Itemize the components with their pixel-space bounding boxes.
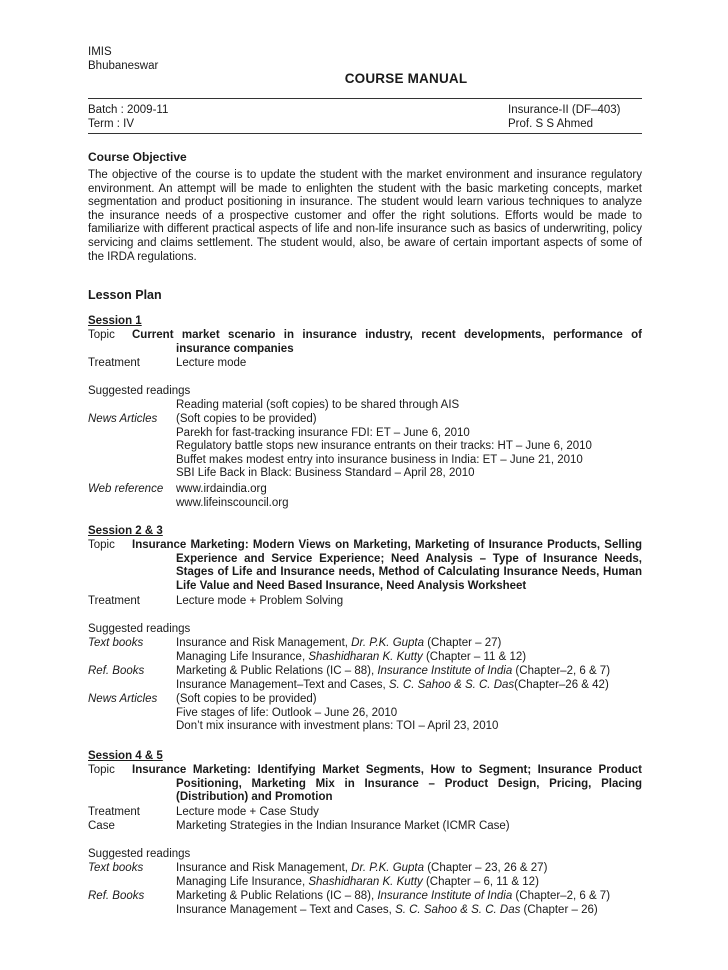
- ref-books-label: Ref. Books: [88, 665, 145, 677]
- session-1-web-list: [176, 483, 642, 510]
- text-books-label: Text books: [88, 862, 144, 874]
- list-item: Insurance Management–Text and Cases, S. C. Sahoo & S. C. Das(Chapter–26 & 42): [176, 678, 609, 691]
- case-label: Case: [88, 820, 115, 832]
- web-link[interactable]: www.lifeinscouncil.org: [176, 496, 289, 509]
- suggested-readings-label: Suggested readings: [88, 623, 191, 635]
- session-4-5-case: Marketing Strategies in the Indian Insurance Market (ICMR Case): [176, 820, 510, 832]
- session-1-topic: [132, 329, 642, 356]
- news-articles-label: News Articles: [88, 693, 158, 705]
- session-1-news-list: [176, 413, 642, 481]
- list-item: (Soft copies to be provided): [176, 413, 317, 425]
- list-item: Marketing & Public Relations (IC – 88), Insurance Institute of India (Chapter–2, 6 & 7): [176, 665, 611, 677]
- session-1-title: Session 1: [88, 315, 142, 327]
- institute-block: [88, 46, 158, 73]
- session-2-3-treatment: Lecture mode + Problem Solving: [176, 595, 344, 607]
- professor-name: Prof. S S Ahmed: [508, 117, 594, 130]
- session-4-5-treatment: Lecture mode + Case Study: [176, 806, 319, 818]
- list-item: Marketing & Public Relations (IC – 88), Insurance Institute of India (Chapter–2, 6 & 7): [176, 890, 611, 902]
- suggested-readings-label: Suggested readings: [88, 385, 191, 397]
- session-2-3-news-list: [176, 693, 642, 734]
- list-item: Don’t mix insurance with investment plans: TOI – April 23, 2010: [176, 720, 499, 733]
- news-articles-label: News Articles: [88, 413, 158, 425]
- list-item: Parekh for fast-tracking insurance FDI: ET – June 6, 2010: [176, 426, 470, 439]
- objective-heading: Course Objective: [88, 150, 187, 164]
- session-4-5-ref-books: [176, 890, 642, 917]
- session-1-treatment: Lecture mode: [176, 357, 247, 369]
- page-title: COURSE MANUAL: [344, 71, 468, 86]
- header-rule-top: [88, 98, 642, 99]
- list-item: Managing Life Insurance, Shashidharan K. Kutty (Chapter – 6, 11 & 12): [176, 875, 539, 888]
- list-item: Regulatory battle stops new insurance entrants on their tracks: HT – June 6, 2010: [176, 440, 592, 453]
- institute-city: Bhubaneswar: [88, 59, 159, 72]
- session-4-5-topic-text: Insurance Marketing: Identifying Market Segments, How to Segment; Insurance Product Positioning, Marketing Mix in Insurance – Product Design, Pricing, Placing (Distribution) and Promotion: [132, 764, 642, 804]
- header-rule-bottom: [88, 133, 642, 134]
- course-code: Insurance-II (DF–403): [508, 104, 621, 116]
- treatment-label: Treatment: [88, 595, 140, 607]
- lesson-plan-heading: Lesson Plan: [88, 288, 162, 302]
- objective-text: The objective of the course is to update the student with the market environment and insurance regulatory environment. An attempt will be made to enlighten the student with the basic marketing concepts, market segmentation and product positioning in insurance. The student would learn various techniques to analyze the insurance needs of a prospective customer and offer the right solutions. Efforts would be made to familiarize with different practical aspects of life and non-life insurance such as basics of underwriting, policy servicing and claims settlement. The student would, also, be aware of certain important aspects of some of the IRDA regulations.: [88, 169, 642, 263]
- session-2-3-ref-books: [176, 665, 642, 692]
- batch-text: Batch : 2009-11: [88, 104, 169, 116]
- session-2-3-topic: [132, 539, 642, 593]
- text-books-label: Text books: [88, 637, 144, 649]
- session-1-topic-text: Current market scenario in insurance industry, recent developments, performance of insurance companies: [132, 329, 642, 355]
- session-2-3-topic-text: Insurance Marketing: Modern Views on Marketing, Marketing of Insurance Products, Selling Experience and Service Experience; Need Analysis – Type of Insurance Needs, Stages of Life and Insurance needs, Method of Calculating Insurance Needs, Human Life Value and Need Based Insurance, Need Analysis Worksheet: [132, 539, 642, 592]
- session-4-5-title: Session 4 & 5: [88, 750, 163, 762]
- suggested-readings-label: Suggested readings: [88, 848, 191, 860]
- session-2-3-text-books: [176, 637, 642, 664]
- objective-section: [88, 150, 642, 264]
- topic-label: Topic: [88, 539, 115, 551]
- list-item: Buffet makes modest entry into insurance business in India: ET – June 21, 2010: [176, 453, 583, 466]
- list-item: Insurance and Risk Management, Dr. P.K. Gupta (Chapter – 27): [176, 637, 502, 649]
- list-item: Five stages of life: Outlook – June 26, 2010: [176, 706, 398, 719]
- ref-books-label: Ref. Books: [88, 890, 145, 902]
- term-text: Term : IV: [88, 117, 135, 130]
- treatment-label: Treatment: [88, 357, 140, 369]
- list-item: Managing Life Insurance, Shashidharan K. Kutty (Chapter – 11 & 12): [176, 650, 527, 663]
- topic-label: Topic: [88, 764, 115, 776]
- treatment-label: Treatment: [88, 806, 140, 818]
- batch-term-block: [88, 104, 168, 131]
- list-item: SBI Life Back in Black: Business Standard – April 28, 2010: [176, 467, 475, 480]
- session-4-5-topic: [132, 764, 642, 805]
- list-item: Insurance Management – Text and Cases, S. C. Sahoo & S. C. Das (Chapter – 26): [176, 903, 598, 916]
- list-item: Insurance and Risk Management, Dr. P.K. Gupta (Chapter – 23, 26 & 27): [176, 862, 548, 874]
- list-item: (Soft copies to be provided): [176, 693, 317, 705]
- session-2-3-title: Session 2 & 3: [88, 525, 163, 537]
- session-1-reading-material: Reading material (soft copies) to be shared through AIS: [176, 399, 460, 411]
- web-reference-label: Web reference: [88, 483, 164, 495]
- session-4-5-text-books: [176, 862, 642, 889]
- web-link[interactable]: www.irdaindia.org: [176, 483, 267, 495]
- institute-name: IMIS: [88, 46, 112, 58]
- topic-label: Topic: [88, 329, 115, 341]
- course-prof-block: [508, 104, 621, 131]
